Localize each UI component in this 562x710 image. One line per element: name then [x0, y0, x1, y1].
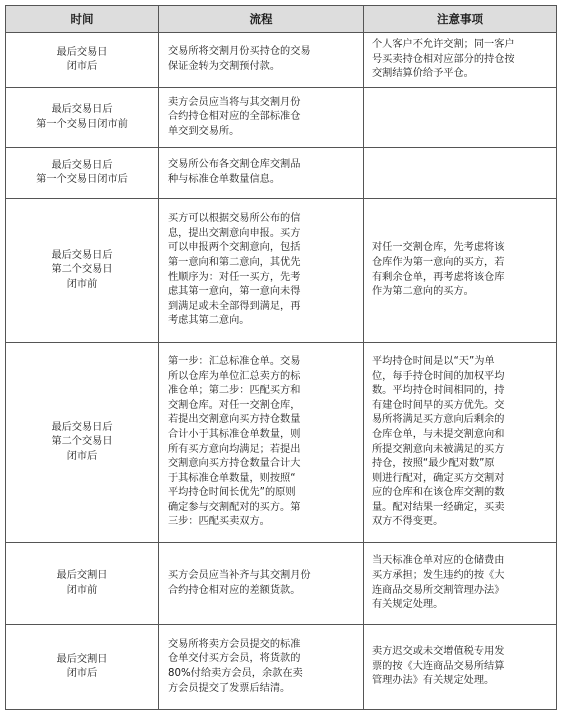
process-line: 第一步：汇总标准仓单。交易	[168, 355, 301, 367]
cell-process	[159, 625, 364, 710]
time-text: 最后交易日 闭市后	[56, 46, 108, 72]
process-line: 合约持仓相对应的全部标准仓	[168, 111, 301, 123]
cell-notes	[364, 625, 557, 710]
process-line: 交割意向买方持仓数量合计大	[168, 458, 301, 470]
process-line: 交易所公布各交割仓库交割品	[168, 159, 301, 171]
header-process: 流程	[159, 6, 364, 33]
process-line: 确定参与交割配对的买方。第	[168, 501, 301, 513]
cell-time	[6, 88, 159, 148]
cell-process	[159, 148, 364, 199]
process-line: 于其标准仓单数量，则按照“	[168, 472, 296, 484]
notes-line: 有建仓时间早的买方优先。交	[372, 399, 505, 411]
cell-notes	[364, 199, 557, 343]
cell-process	[159, 33, 364, 88]
process-line: 所有买方意向均满足；若提出	[168, 443, 301, 455]
notes-line: 卖方迟交或未交增值税专用发	[372, 646, 505, 658]
table-row	[6, 199, 557, 343]
time-text: 最后交易日后 第二个交易日 闭市后	[51, 421, 113, 462]
notes-line: 有关规定处理。	[372, 599, 444, 611]
notes-line: 持仓，按照“最少配对数”原	[372, 458, 495, 470]
process-line: 可以申报两个交割意向，包括	[168, 242, 301, 254]
table-row	[6, 33, 557, 88]
notes-line: 交割结算价给予平仓。	[372, 68, 474, 80]
process-line: 卖方会员应当将与其交割月份	[168, 96, 301, 108]
notes-line: 对任一交割仓库，先考虑将该	[372, 242, 505, 254]
notes-line: 双方不得变更。	[372, 516, 444, 528]
process-line: 方会员提交了发票后结清。	[168, 682, 291, 694]
cell-notes	[364, 33, 557, 88]
cell-time	[6, 343, 159, 543]
process-line: 准仓单；第二步：匹配买方和	[168, 385, 301, 397]
process-line: 到满足或未全部得到满足，再	[168, 300, 301, 312]
process-line: 虑其第一意向，第一意向未得	[168, 286, 301, 298]
process-line: 第一意向和第二意向，其优先	[168, 256, 301, 268]
notes-line: 买方承担；发生违约的按《大	[372, 569, 505, 581]
process-line: 买方可以根据交易所公布的信	[168, 213, 301, 225]
process-line: 若提出交割意向买方持仓数量	[168, 414, 301, 426]
table-row	[6, 148, 557, 199]
cell-time	[6, 148, 159, 199]
cell-process	[159, 543, 364, 625]
process-line: 交易所将卖方会员提交的标准	[168, 638, 301, 650]
time-text: 最后交割日 闭市后	[56, 653, 108, 679]
notes-line: 则进行配对，确定买方交割对	[372, 472, 505, 484]
process-line: 所以仓库为单位汇总卖方的标	[168, 370, 301, 382]
cell-time	[6, 543, 159, 625]
process-line: 合约持仓相对应的差额货款。	[168, 584, 301, 596]
process-line: 性顺序为：对任一买方，先考	[168, 271, 301, 283]
cell-time	[6, 199, 159, 343]
notes-line: 个人客户不允许交割；同一客户	[372, 39, 515, 51]
notes-line: 平均持仓时间是以“天”为单	[372, 355, 495, 367]
process-line: 种与标准仓单数量信息。	[168, 174, 281, 185]
header-time: 时间	[6, 6, 159, 33]
cell-notes	[364, 543, 557, 625]
process-line: 单交到交易所。	[168, 125, 240, 137]
time-text: 最后交易日后 第二个交易日 闭市前	[51, 249, 113, 290]
time-text: 最后交易日后 第一个交易日闭市后	[36, 159, 128, 185]
process-line: 息，提出交割意向申报。买方	[168, 227, 301, 239]
notes-line: 数。平均持仓时间相同的，持	[372, 385, 505, 397]
process-line: 考虑其第二意向。	[168, 315, 250, 327]
cell-notes	[364, 88, 557, 148]
time-text: 最后交割日 闭市前	[56, 570, 108, 596]
notes-line: 号买卖持仓相对应部分的持仓按	[372, 53, 515, 65]
delivery-process-table-container	[5, 5, 556, 710]
notes-line: 位，每手持仓时间的加权平均	[372, 370, 505, 382]
process-line: 三步：匹配买卖双方。	[168, 516, 270, 528]
table-row	[6, 343, 557, 543]
notes-line: 连商品交易所交割管理办法》	[372, 584, 505, 596]
notes-line: 作为第二意向的买方。	[372, 286, 474, 298]
cell-time	[6, 33, 159, 88]
process-line: 交割仓库。对任一交割仓库，	[168, 399, 301, 411]
cell-notes	[364, 148, 557, 199]
process-line: 买方会员应当补齐与其交割月份	[168, 569, 311, 581]
cell-notes	[364, 343, 557, 543]
header-notes: 注意事项	[364, 6, 557, 33]
process-line: 合计小于其标准仓单数量，则	[168, 428, 301, 440]
process-line: 交易所将交割月份买持仓的交易	[168, 46, 311, 58]
cell-time	[6, 625, 159, 710]
process-line: 80%付给卖方会员，余款在卖	[168, 668, 303, 679]
notes-line: 票的按《大连商品交易所结算	[372, 660, 505, 672]
delivery-process-table	[5, 5, 557, 710]
cell-process	[159, 199, 364, 343]
time-text: 最后交易日后 第一个交易日闭市前	[36, 104, 128, 130]
process-line: 仓单交付买方会员，将货款的	[168, 653, 301, 665]
notes-line: 仓库仓单，与未提交割意向和	[372, 428, 505, 440]
notes-line: 应的仓库和在该仓库交割的数	[372, 487, 505, 499]
table-row	[6, 543, 557, 625]
notes-line: 仓库作为第一意向的买方，若	[372, 256, 505, 268]
notes-line: 管理办法》有关规定处理。	[372, 675, 495, 687]
notes-line: 量。配对结果一经确定，买卖	[372, 501, 505, 513]
table-header-row	[6, 6, 557, 33]
cell-process	[159, 88, 364, 148]
notes-line: 所提交割意向未被满足的买方	[372, 443, 505, 455]
table-row	[6, 88, 557, 148]
process-line: 保证金转为交割预付款。	[168, 61, 281, 72]
notes-line: 易所将满足买方意向后剩余的	[372, 414, 505, 426]
cell-process	[159, 343, 364, 543]
notes-line: 有剩余仓单，再考虑将该仓库	[372, 271, 505, 283]
notes-line: 当天标准仓单对应的仓储费由	[372, 555, 505, 567]
table-row	[6, 625, 557, 710]
process-line: 平均持仓时间长优先”的原则	[168, 487, 296, 499]
